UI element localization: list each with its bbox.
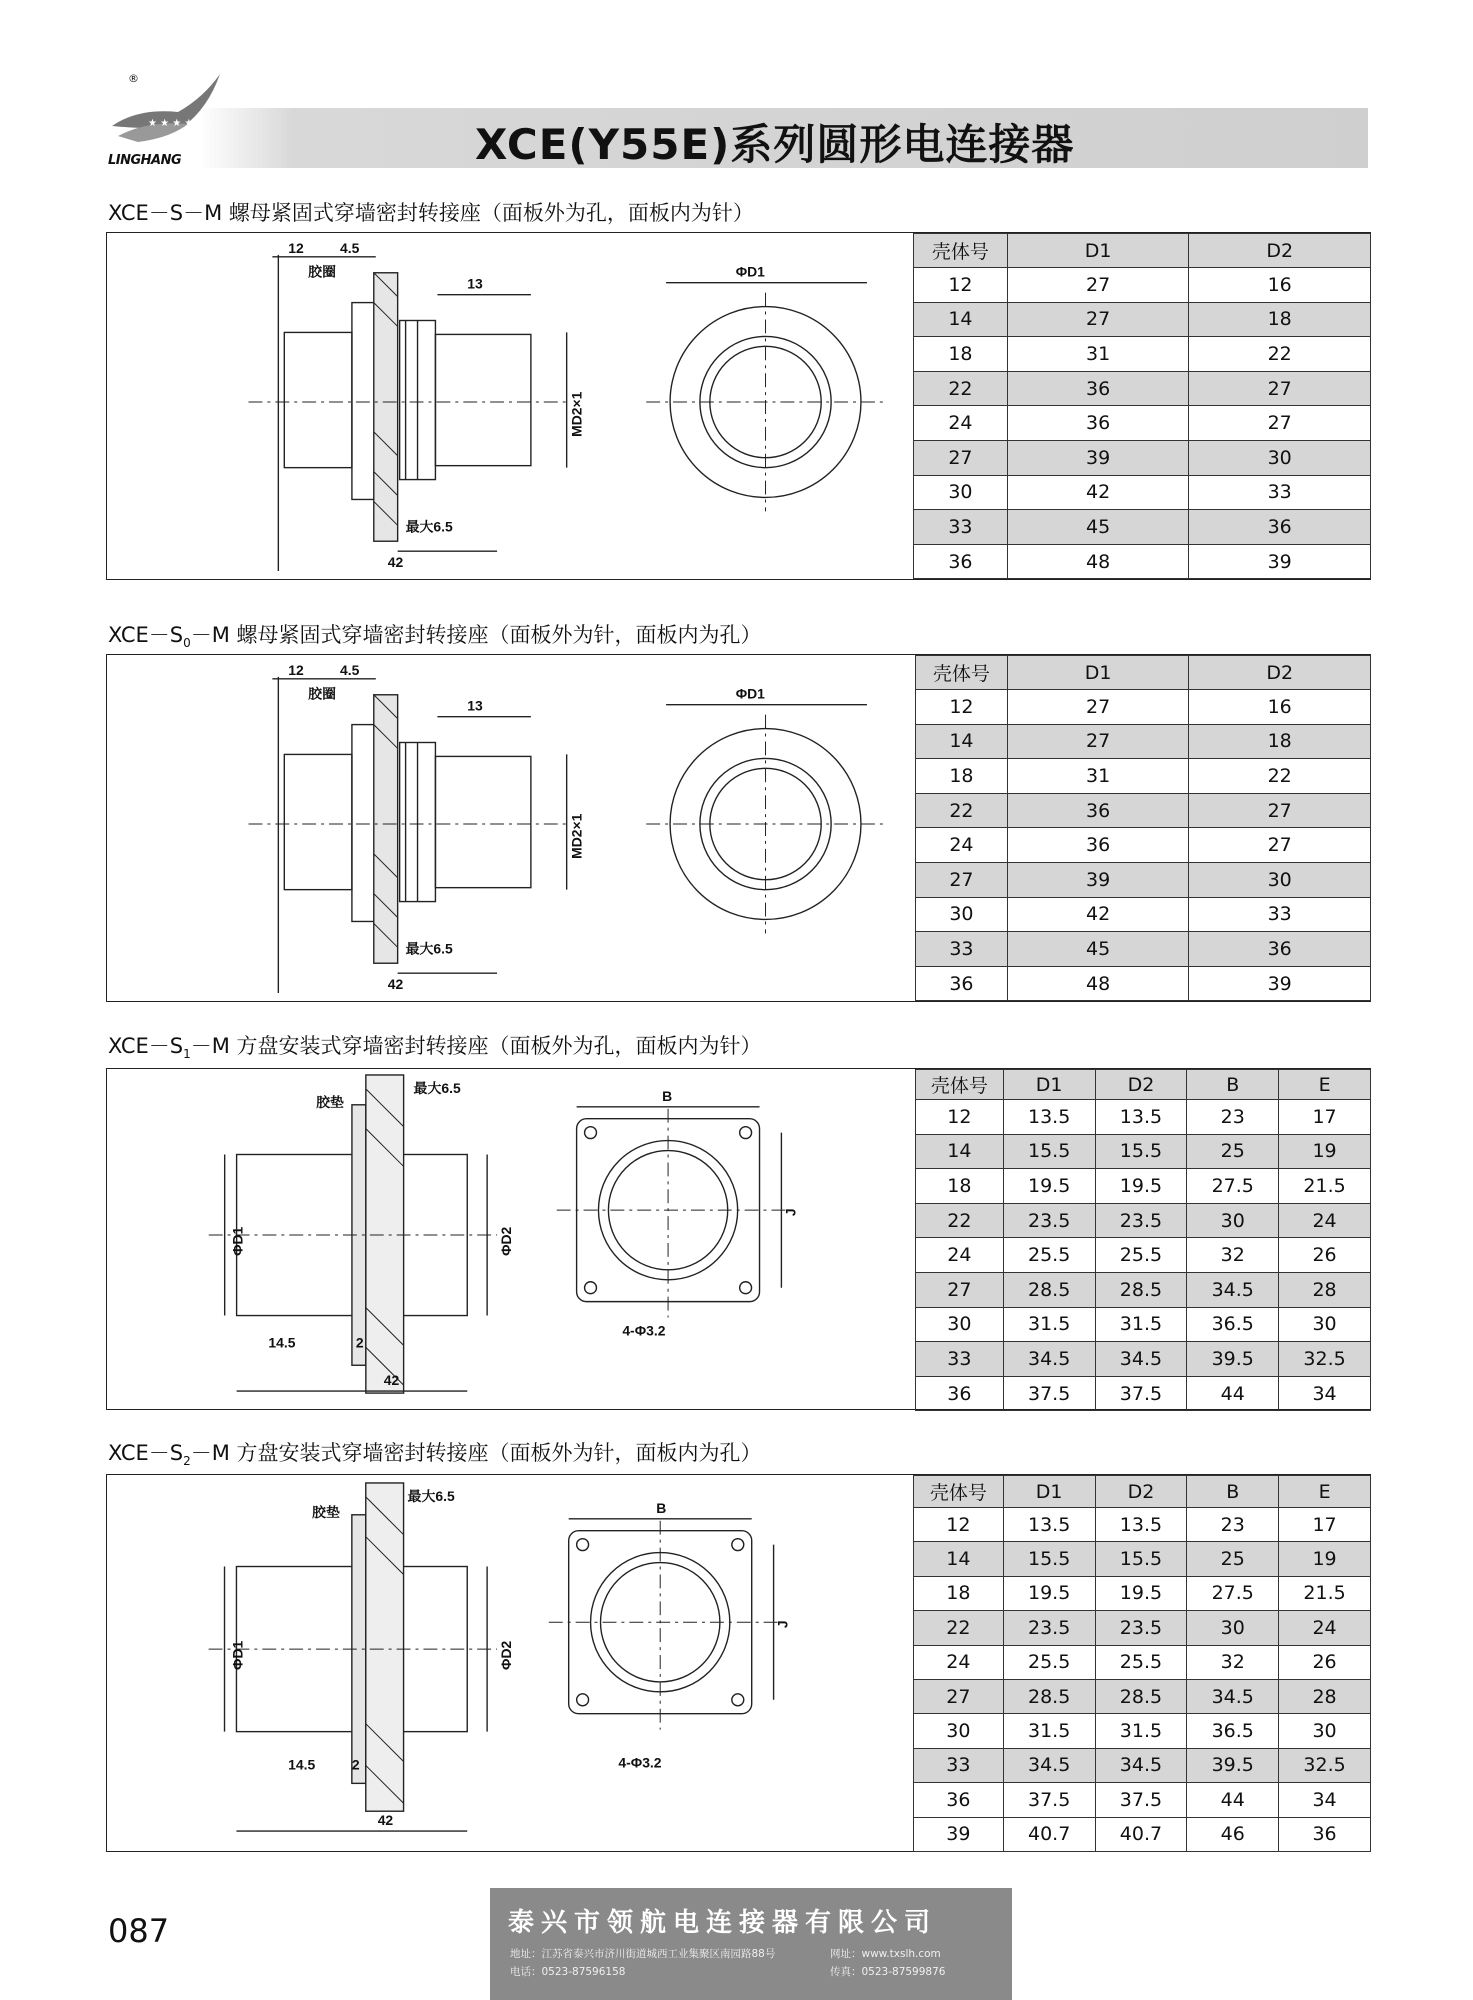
cell: 27.5 xyxy=(1187,1169,1279,1204)
cell: 15.5 xyxy=(1095,1134,1187,1169)
cell: 31.5 xyxy=(1095,1307,1187,1342)
label-seal-ring: 胶圈 xyxy=(308,685,336,702)
cell: 42 xyxy=(1007,475,1189,510)
table-row xyxy=(916,897,1371,932)
cell: 24 xyxy=(914,406,1008,441)
title-subscript: 2 xyxy=(183,1454,191,1469)
col-header: 壳体号 xyxy=(916,1070,1004,1100)
cell: 36 xyxy=(1007,371,1189,406)
cell: 39 xyxy=(1007,440,1189,475)
page-title: XCE(Y55E)系列圆形电连接器 xyxy=(475,120,1075,169)
cell: 27.5 xyxy=(1187,1576,1279,1610)
cell: 21.5 xyxy=(1279,1576,1371,1610)
spec-table-4 xyxy=(913,1475,1371,1852)
cell: 32 xyxy=(1187,1645,1279,1679)
cell: 32.5 xyxy=(1279,1748,1371,1782)
cell: 39 xyxy=(1189,544,1371,579)
cell: 30 xyxy=(1279,1307,1371,1342)
cell: 30 xyxy=(1187,1203,1279,1238)
footer-banner xyxy=(490,1888,1012,2000)
section-panel-3 xyxy=(106,1068,1371,1410)
cell: 34.5 xyxy=(1003,1342,1095,1377)
dim-2: 2 xyxy=(355,1334,364,1351)
cell: 31.5 xyxy=(1095,1714,1187,1748)
cell: 33 xyxy=(914,510,1008,545)
cell: 39.5 xyxy=(1187,1342,1279,1377)
label-j: J xyxy=(782,1208,799,1217)
cell: 19.5 xyxy=(1095,1169,1187,1204)
table-row xyxy=(916,966,1371,1001)
col-header: D2 xyxy=(1189,656,1371,690)
cell: 23.5 xyxy=(1095,1203,1187,1238)
cell: 36 xyxy=(1007,793,1189,828)
dim-12: 12 xyxy=(288,661,304,678)
table-row xyxy=(916,1307,1371,1342)
col-header: D1 xyxy=(1003,1476,1095,1508)
table-row xyxy=(916,1203,1371,1238)
table-row xyxy=(914,337,1371,372)
cell: 39 xyxy=(1007,862,1189,897)
col-header: D2 xyxy=(1189,234,1371,268)
dim-4-5: 4.5 xyxy=(339,661,360,678)
cell: 23.5 xyxy=(1003,1203,1095,1238)
table-row xyxy=(914,1714,1371,1748)
table-row xyxy=(914,1748,1371,1782)
cell: 36 xyxy=(916,1376,1004,1411)
cell: 25 xyxy=(1187,1134,1279,1169)
label-b: B xyxy=(656,1499,667,1516)
cell: 25.5 xyxy=(1095,1238,1187,1273)
cell: 18 xyxy=(916,1169,1004,1204)
cell: 21.5 xyxy=(1279,1169,1371,1204)
cell: 31.5 xyxy=(1003,1307,1095,1342)
cell: 25 xyxy=(1187,1542,1279,1576)
col-header: D1 xyxy=(1003,1070,1095,1100)
cell: 26 xyxy=(1279,1238,1371,1273)
table-row xyxy=(916,724,1371,759)
label-j: J xyxy=(774,1620,791,1629)
title-subscript: 1 xyxy=(183,1047,191,1062)
cell: 24 xyxy=(914,1645,1004,1679)
drawing-nut-panel-socket xyxy=(107,233,913,579)
cell: 14 xyxy=(914,1542,1004,1576)
dim-2: 2 xyxy=(351,1756,360,1773)
title-part: －M 螺母紧固式穿墙密封转接座（面板外为针，面板内为孔） xyxy=(190,623,762,647)
cell: 44 xyxy=(1187,1376,1279,1411)
table-row xyxy=(916,793,1371,828)
table-row xyxy=(914,544,1371,579)
table-row xyxy=(914,268,1371,303)
table-row xyxy=(914,440,1371,475)
dim-42: 42 xyxy=(383,1372,400,1389)
cell: 33 xyxy=(1189,897,1371,932)
cell: 32.5 xyxy=(1279,1342,1371,1377)
table-row xyxy=(914,1783,1371,1817)
cell: 22 xyxy=(914,371,1008,406)
cell: 19.5 xyxy=(1003,1169,1095,1204)
dim-42: 42 xyxy=(387,976,404,993)
cell: 34.5 xyxy=(1187,1679,1279,1713)
label-phi-d2: ΦD2 xyxy=(497,1640,514,1670)
cell: 34.5 xyxy=(1003,1748,1095,1782)
cell: 39 xyxy=(914,1817,1004,1851)
cell: 27 xyxy=(1189,793,1371,828)
cell: 27 xyxy=(1007,268,1189,303)
cell: 13.5 xyxy=(1095,1508,1187,1542)
label-phi-d1: ΦD1 xyxy=(229,1226,246,1256)
title-part: XCE－S xyxy=(108,623,184,647)
section-title-2 xyxy=(108,619,762,650)
table-row xyxy=(916,759,1371,794)
drawing-nut-panel-plug xyxy=(107,655,913,1001)
cell: 14 xyxy=(916,1134,1004,1169)
dim-13: 13 xyxy=(467,275,483,292)
dim-4-5: 4.5 xyxy=(339,239,360,256)
cell: 16 xyxy=(1189,268,1371,303)
cell: 33 xyxy=(1189,475,1371,510)
spec-table-3 xyxy=(915,1069,1371,1411)
cell: 27 xyxy=(1189,371,1371,406)
cell: 28.5 xyxy=(1003,1679,1095,1713)
col-header: B xyxy=(1187,1476,1279,1508)
cell: 22 xyxy=(1189,759,1371,794)
cell: 23.5 xyxy=(1095,1611,1187,1645)
cell: 42 xyxy=(1007,897,1189,932)
cell: 28.5 xyxy=(1095,1679,1187,1713)
cell: 27 xyxy=(914,440,1008,475)
label-phi-d2: ΦD2 xyxy=(497,1226,514,1256)
cell: 48 xyxy=(1007,966,1189,1001)
cell: 22 xyxy=(916,1203,1004,1238)
table-row xyxy=(916,1342,1371,1377)
cell: 19.5 xyxy=(1095,1576,1187,1610)
col-header: 壳体号 xyxy=(916,656,1008,690)
cell: 31 xyxy=(1007,759,1189,794)
cell: 25.5 xyxy=(1095,1645,1187,1679)
cell: 32 xyxy=(1187,1238,1279,1273)
cell: 36 xyxy=(1189,510,1371,545)
table-row xyxy=(916,1169,1371,1204)
cell: 19.5 xyxy=(1003,1576,1095,1610)
cell: 40.7 xyxy=(1095,1817,1187,1851)
label-max-6-5: 最大6.5 xyxy=(413,1079,461,1096)
label-phi-d1: ΦD1 xyxy=(735,263,765,280)
cell: 19 xyxy=(1279,1134,1371,1169)
cell: 18 xyxy=(914,337,1008,372)
cell: 48 xyxy=(1007,544,1189,579)
cell: 22 xyxy=(914,1611,1004,1645)
page-number: 087 xyxy=(108,1912,170,1950)
table-row xyxy=(916,1238,1371,1273)
registered-mark: ® xyxy=(128,72,139,85)
cell: 46 xyxy=(1187,1817,1279,1851)
footer-phone: 电话：0523-87596158 xyxy=(510,1966,626,1978)
col-header: D1 xyxy=(1007,656,1189,690)
cell: 30 xyxy=(914,475,1008,510)
cell: 17 xyxy=(1279,1100,1371,1135)
section-panel-2 xyxy=(106,654,1371,1002)
cell: 22 xyxy=(916,793,1008,828)
section-panel-1 xyxy=(106,232,1371,580)
label-md2: MD2×1 xyxy=(568,391,585,437)
label-max-6-5: 最大6.5 xyxy=(405,518,453,535)
cell: 24 xyxy=(916,1238,1004,1273)
dim-42: 42 xyxy=(377,1812,394,1829)
cell: 18 xyxy=(1189,302,1371,337)
col-header: E xyxy=(1279,1476,1371,1508)
drawing-square-flange-plug xyxy=(107,1475,913,1851)
label-max-6-5: 最大6.5 xyxy=(405,940,453,957)
table-row xyxy=(914,1817,1371,1851)
cell: 24 xyxy=(916,828,1008,863)
table-row xyxy=(916,828,1371,863)
cell: 17 xyxy=(1279,1508,1371,1542)
cell: 36 xyxy=(1007,406,1189,441)
table-row xyxy=(914,475,1371,510)
cell: 28.5 xyxy=(1095,1272,1187,1307)
logo xyxy=(108,68,226,168)
cell: 45 xyxy=(1007,932,1189,967)
cell: 28.5 xyxy=(1003,1272,1095,1307)
label-seal-ring: 胶圈 xyxy=(308,263,336,280)
cell: 37.5 xyxy=(1095,1783,1187,1817)
label-b: B xyxy=(662,1087,673,1104)
title-part: XCE－S xyxy=(108,1034,184,1058)
table-row xyxy=(914,1576,1371,1610)
cell: 18 xyxy=(914,1576,1004,1610)
section-title-4 xyxy=(108,1437,762,1468)
table-row xyxy=(914,1679,1371,1713)
col-header: D2 xyxy=(1095,1070,1187,1100)
table-row xyxy=(914,302,1371,337)
table-row xyxy=(916,1376,1371,1411)
dim-14-5: 14.5 xyxy=(268,1334,296,1351)
cell: 24 xyxy=(1279,1611,1371,1645)
table-row xyxy=(914,1508,1371,1542)
col-header: 壳体号 xyxy=(914,234,1008,268)
svg-text:★ ★ ★ ★: ★ ★ ★ ★ xyxy=(148,118,194,129)
cell: 36 xyxy=(916,966,1008,1001)
cell: 36 xyxy=(1007,828,1189,863)
cell: 15.5 xyxy=(1003,1542,1095,1576)
cell: 30 xyxy=(1189,440,1371,475)
cell: 39.5 xyxy=(1187,1748,1279,1782)
cell: 23 xyxy=(1187,1100,1279,1135)
cell: 27 xyxy=(916,1272,1004,1307)
cell: 30 xyxy=(1189,862,1371,897)
col-header: D1 xyxy=(1007,234,1189,268)
logo-wing-icon xyxy=(108,68,226,148)
table-row xyxy=(916,932,1371,967)
cell: 31 xyxy=(1007,337,1189,372)
col-header: D2 xyxy=(1095,1476,1187,1508)
cell: 13.5 xyxy=(1003,1508,1095,1542)
dim-42: 42 xyxy=(387,554,404,571)
section-title-1: XCE－S－M 螺母紧固式穿墙密封转接座（面板外为孔，面板内为针） xyxy=(108,201,754,225)
cell: 27 xyxy=(916,862,1008,897)
spec-table-2 xyxy=(915,655,1371,1001)
cell: 15.5 xyxy=(1095,1542,1187,1576)
cell: 13.5 xyxy=(1095,1100,1187,1135)
cell: 18 xyxy=(916,759,1008,794)
cell: 33 xyxy=(916,1342,1004,1377)
cell: 28 xyxy=(1279,1272,1371,1307)
footer-fax: 传真：0523-87599876 xyxy=(830,1966,946,1978)
label-max-6-5: 最大6.5 xyxy=(407,1487,455,1504)
cell: 30 xyxy=(1279,1714,1371,1748)
cell: 36 xyxy=(1189,932,1371,967)
table-row xyxy=(914,510,1371,545)
cell: 19 xyxy=(1279,1542,1371,1576)
table-row xyxy=(916,1272,1371,1307)
cell: 36 xyxy=(914,1783,1004,1817)
cell: 37.5 xyxy=(1095,1376,1187,1411)
cell: 34 xyxy=(1279,1783,1371,1817)
section-title-3 xyxy=(108,1030,762,1061)
cell: 13.5 xyxy=(1003,1100,1095,1135)
cell: 30 xyxy=(916,897,1008,932)
cell: 22 xyxy=(1189,337,1371,372)
table-row xyxy=(916,1134,1371,1169)
cell: 33 xyxy=(916,932,1008,967)
title-part: XCE－S xyxy=(108,1441,184,1465)
cell: 27 xyxy=(1189,828,1371,863)
cell: 34 xyxy=(1279,1376,1371,1411)
table-row xyxy=(914,406,1371,441)
spec-table-1 xyxy=(913,233,1371,579)
cell: 36.5 xyxy=(1187,1307,1279,1342)
cell: 12 xyxy=(914,1508,1004,1542)
cell: 39 xyxy=(1189,966,1371,1001)
cell: 31.5 xyxy=(1003,1714,1095,1748)
cell: 27 xyxy=(1007,724,1189,759)
cell: 36 xyxy=(1279,1817,1371,1851)
label-holes: 4-Φ3.2 xyxy=(622,1322,666,1339)
company-name: 泰兴市领航电连接器有限公司 xyxy=(508,1908,938,1938)
cell: 27 xyxy=(1007,690,1189,725)
cell: 15.5 xyxy=(1003,1134,1095,1169)
label-holes: 4-Φ3.2 xyxy=(618,1754,662,1771)
table-row xyxy=(914,371,1371,406)
cell: 44 xyxy=(1187,1783,1279,1817)
cell: 37.5 xyxy=(1003,1783,1095,1817)
cell: 36.5 xyxy=(1187,1714,1279,1748)
cell: 34.5 xyxy=(1095,1342,1187,1377)
cell: 30 xyxy=(914,1714,1004,1748)
table-row xyxy=(916,1100,1371,1135)
cell: 12 xyxy=(916,1100,1004,1135)
label-phi-d1: ΦD1 xyxy=(735,685,765,702)
col-header: 壳体号 xyxy=(914,1476,1004,1508)
cell: 23.5 xyxy=(1003,1611,1095,1645)
cell: 12 xyxy=(916,690,1008,725)
cell: 27 xyxy=(1007,302,1189,337)
cell: 27 xyxy=(914,1679,1004,1713)
cell: 33 xyxy=(914,1748,1004,1782)
cell: 14 xyxy=(916,724,1008,759)
title-subscript: 0 xyxy=(183,636,191,651)
label-md2: MD2×1 xyxy=(568,813,585,859)
dim-14-5: 14.5 xyxy=(288,1756,316,1773)
label-pad: 胶垫 xyxy=(312,1503,340,1520)
table-row xyxy=(914,1611,1371,1645)
cell: 28 xyxy=(1279,1679,1371,1713)
table-row xyxy=(914,1645,1371,1679)
cell: 27 xyxy=(1189,406,1371,441)
title-part: －M 方盘安装式穿墙密封转接座（面板外为孔，面板内为针） xyxy=(190,1034,762,1058)
cell: 45 xyxy=(1007,510,1189,545)
cell: 18 xyxy=(1189,724,1371,759)
cell: 25.5 xyxy=(1003,1645,1095,1679)
table-row xyxy=(916,862,1371,897)
cell: 34.5 xyxy=(1095,1748,1187,1782)
table-row xyxy=(916,690,1371,725)
dim-13: 13 xyxy=(467,697,483,714)
cell: 25.5 xyxy=(1003,1238,1095,1273)
dim-12: 12 xyxy=(288,239,304,256)
cell: 23 xyxy=(1187,1508,1279,1542)
cell: 26 xyxy=(1279,1645,1371,1679)
cell: 40.7 xyxy=(1003,1817,1095,1851)
cell: 36 xyxy=(914,544,1008,579)
label-pad: 胶垫 xyxy=(316,1093,344,1110)
title-part: －M 方盘安装式穿墙密封转接座（面板外为针，面板内为孔） xyxy=(190,1441,762,1465)
label-phi-d1: ΦD1 xyxy=(229,1640,246,1670)
footer-address: 地址：江苏省泰兴市济川街道城西工业集聚区南园路88号 xyxy=(510,1948,776,1960)
section-panel-4 xyxy=(106,1474,1371,1852)
cell: 24 xyxy=(1279,1203,1371,1238)
cell: 30 xyxy=(916,1307,1004,1342)
cell: 12 xyxy=(914,268,1008,303)
cell: 14 xyxy=(914,302,1008,337)
table-row xyxy=(914,1542,1371,1576)
col-header: B xyxy=(1187,1070,1279,1100)
cell: 30 xyxy=(1187,1611,1279,1645)
cell: 16 xyxy=(1189,690,1371,725)
cell: 34.5 xyxy=(1187,1272,1279,1307)
cell: 37.5 xyxy=(1003,1376,1095,1411)
col-header: E xyxy=(1279,1070,1371,1100)
footer-web: 网址：www.txslh.com xyxy=(830,1948,941,1960)
drawing-square-flange-socket xyxy=(107,1069,913,1409)
logo-text: LINGHANG xyxy=(108,153,182,168)
